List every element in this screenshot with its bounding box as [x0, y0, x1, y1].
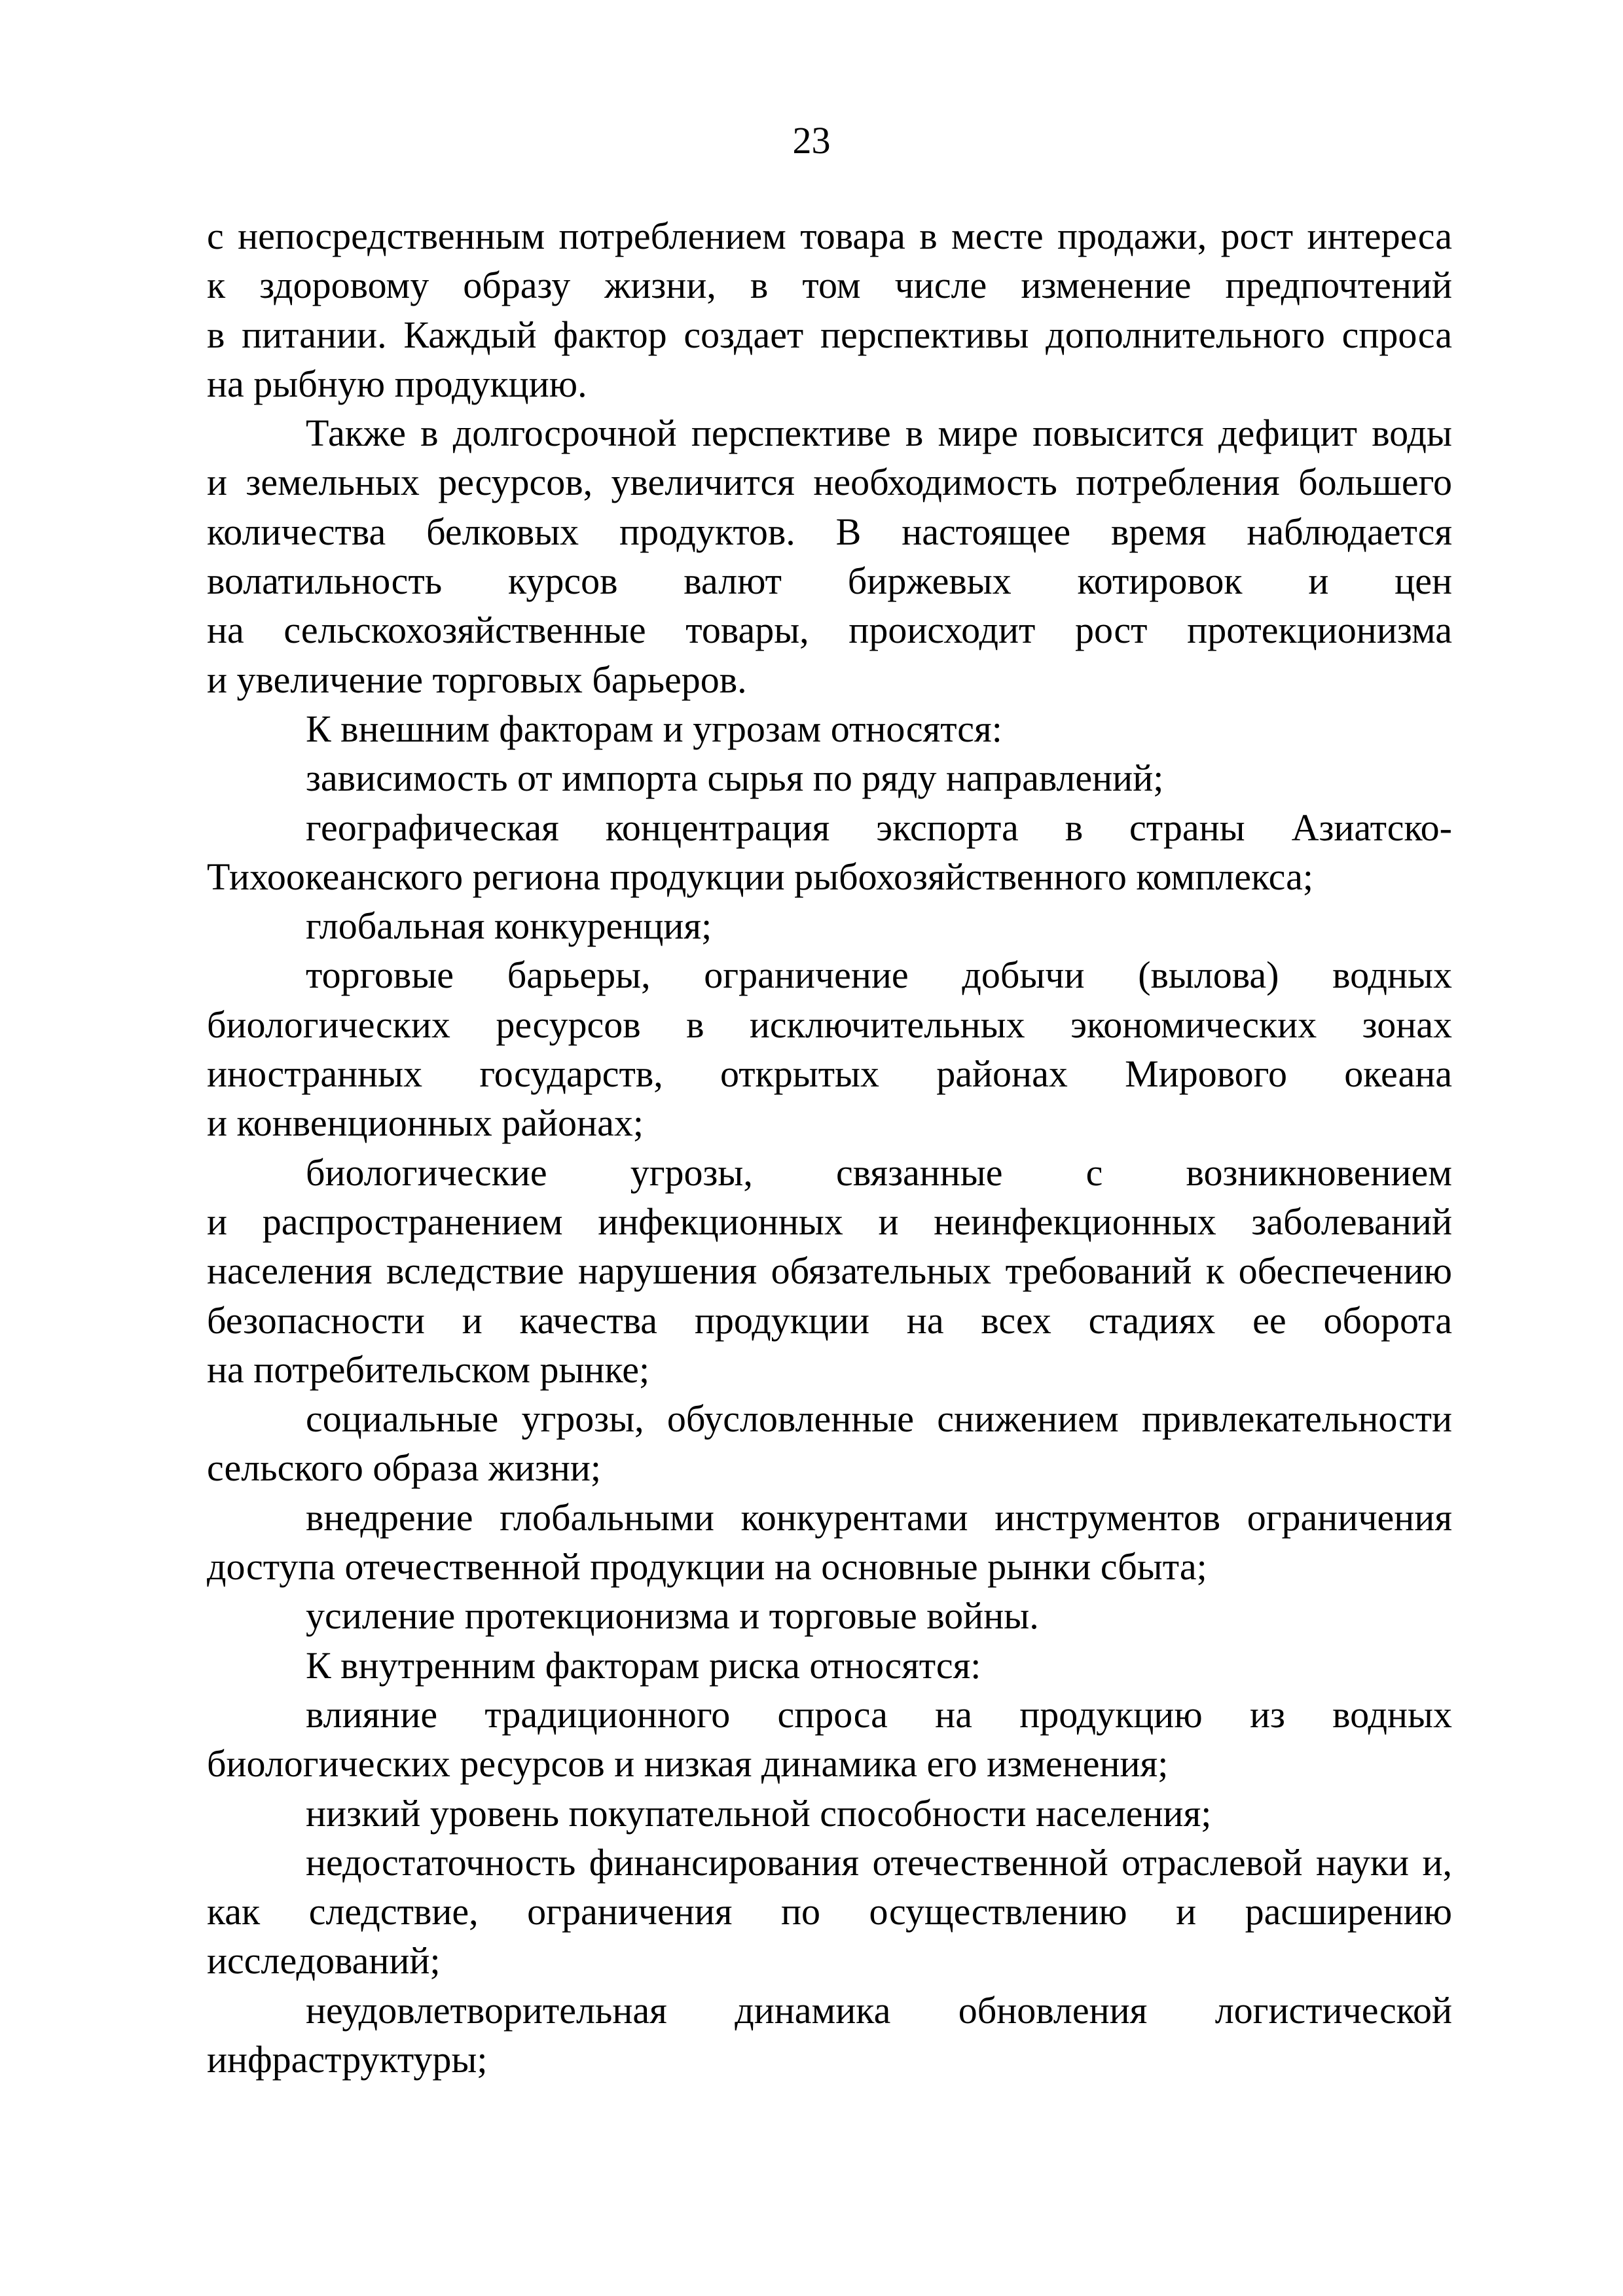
paragraph: [207, 950, 1452, 1147]
text-line: на сельскохозяйственные товары, происходит рост протекционизма: [207, 609, 1452, 652]
text-line: в питании. Каждый фактор создает перспективы дополнительного спроса: [207, 313, 1452, 356]
text-line: и увеличение торговых барьеров.: [207, 658, 747, 701]
text-line: социальные угрозы, обусловленные снижением привлекательности: [306, 1397, 1452, 1441]
text-line: доступа отечественной продукции на основные рынки сбыта;: [207, 1545, 1207, 1588]
text-line: инфраструктуры;: [207, 2037, 488, 2081]
paragraph: [207, 211, 1452, 408]
text-line: населения вследствие нарушения обязательных требований к обеспечению: [207, 1249, 1452, 1293]
text-line: географическая концентрация экспорта в страны Азиатско-: [306, 806, 1452, 849]
paragraph: [207, 1789, 1452, 1838]
text-line: недостаточность финансирования отечественной отраслевой науки и,: [306, 1840, 1452, 1884]
paragraph: [207, 753, 1452, 802]
text-line: биологических ресурсов в исключительных экономических зонах: [207, 1003, 1452, 1046]
text-line: внедрение глобальными конкурентами инструментов ограничения: [306, 1496, 1452, 1539]
text-line: с непосредственным потреблением товара в месте продажи, рост интереса: [207, 215, 1452, 257]
text-line: и земельных ресурсов, увеличится необходимость потребления большего: [207, 461, 1452, 504]
paragraph: [207, 704, 1452, 753]
text-line: Тихоокеанского региона продукции рыбохозяйственного комплекса;: [207, 855, 1313, 898]
paragraph: [207, 1493, 1452, 1592]
paragraph: [207, 1838, 1452, 1986]
text-line: биологических ресурсов и низкая динамика его изменения;: [207, 1742, 1169, 1785]
text-line: низкий уровень покупательной способности населения;: [306, 1791, 1212, 1835]
text-line: глобальная конкуренция;: [306, 905, 712, 948]
paragraph: [207, 901, 1452, 950]
text-line: К внешним факторам и угрозам относятся:: [306, 707, 1002, 750]
text-line: влияние традиционного спроса на продукцию из водных: [306, 1693, 1452, 1736]
paragraph: [207, 803, 1452, 902]
paragraph: [207, 1986, 1452, 2085]
paragraph: [207, 1148, 1452, 1394]
text-line: зависимость от импорта сырья по ряду направлений;: [306, 757, 1164, 800]
text-line: иностранных государств, открытых районах Мирового океана: [207, 1052, 1452, 1096]
text-line: торговые барьеры, ограничение добычи (вылова) водных: [306, 954, 1452, 997]
text-line: и распространением инфекционных и неинфекционных заболеваний: [207, 1200, 1452, 1243]
text-line: неудовлетворительная динамика обновления логистической: [306, 1988, 1452, 2032]
text-line: волатильность курсов валют биржевых котировок и цен: [207, 560, 1452, 603]
text-line: на рыбную продукцию.: [207, 362, 587, 405]
text-line: исследований;: [207, 1939, 441, 1982]
text-line: количества белковых продуктов. В настоящее время наблюдается: [207, 510, 1452, 553]
text-line: и конвенционных районах;: [207, 1102, 644, 1145]
text-line: к здоровому образу жизни, в том числе изменение предпочтений: [207, 264, 1452, 307]
page-number: 23: [792, 119, 831, 162]
text-line: Также в долгосрочной перспективе в мире повысится дефицит воды: [306, 412, 1452, 455]
text-line: биологические угрозы, связанные с возникновением: [306, 1151, 1452, 1194]
text-line: безопасности и качества продукции на всех стадиях ее оборота: [207, 1299, 1452, 1342]
paragraph: [207, 408, 1452, 704]
paragraph: [207, 1690, 1452, 1789]
paragraph: [207, 1394, 1452, 1493]
paragraph: [207, 1641, 1452, 1690]
text-line: усиление протекционизма и торговые войны.: [306, 1594, 1039, 1638]
paragraph: [207, 1591, 1452, 1640]
document-body: [207, 211, 1452, 2084]
text-line: сельского образа жизни;: [207, 1446, 602, 1490]
text-line: К внутренним факторам риска относятся:: [306, 1643, 981, 1687]
text-line: на потребительском рынке;: [207, 1348, 650, 1391]
text-line: как следствие, ограничения по осуществлению и расширению: [207, 1890, 1452, 1933]
